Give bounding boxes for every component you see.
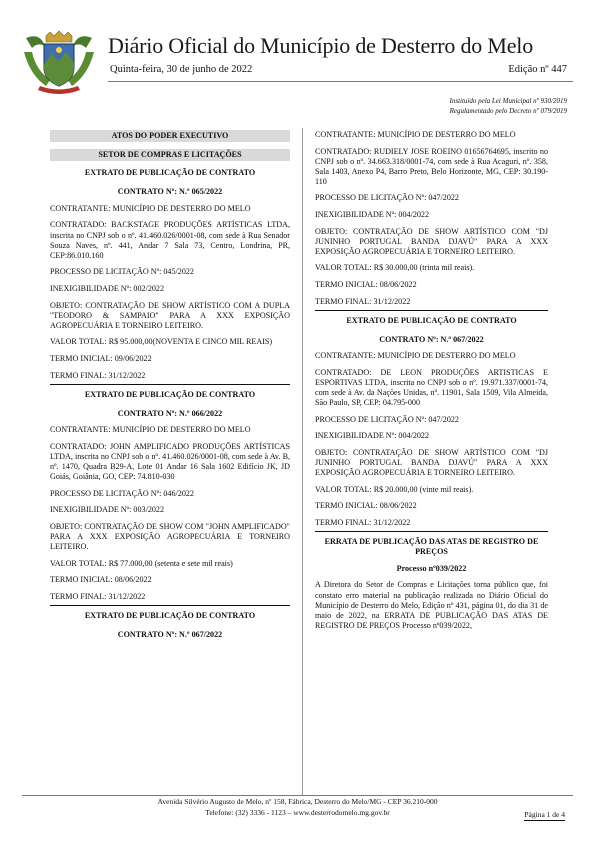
contract-objeto: OBJETO: CONTRATAÇÃO DE SHOW ARTÍSTICO COM "DJ JUNINHO PORTUGAL BANDA DJAVÚ" PARA A XXX EXPOSIÇÃO AGROPECUÁRIA E TORNEIRO LEITEIRO. xyxy=(315,448,548,478)
edition-number: Edição nº 447 xyxy=(508,64,567,75)
contract-block-066 xyxy=(50,384,290,602)
municipal-coat-of-arms xyxy=(20,30,98,100)
contract-number: CONTRATO Nº: N.º 067/2022 xyxy=(117,630,223,640)
contract-number: CONTRATO Nº: N.º 066/2022 xyxy=(117,408,223,418)
contract-valor: VALOR TOTAL: R$ 77.000,00 (setenta e sete mil reais) xyxy=(50,558,233,568)
contract-block-067-b xyxy=(315,310,548,528)
regulation-decree: Regulamentado pelo Decreto nº 079/2019 xyxy=(449,107,567,115)
contract-termo-inicial: TERMO INICIAL: 08/06/2022 xyxy=(315,501,417,511)
section-heading-executive: ATOS DO PODER EXECUTIVO xyxy=(50,130,290,142)
errata-processo: Processo nº039/2022 xyxy=(396,563,467,573)
section-heading-purchasing: SETOR DE COMPRAS E LICITAÇÕES xyxy=(50,149,290,161)
contract-processo: PROCESSO DE LICITAÇÃO Nº: 047/2022 xyxy=(315,193,459,203)
contract-termo-final: TERMO FINAL: 31/12/2022 xyxy=(315,296,411,306)
errata-block xyxy=(315,531,548,631)
contract-contratante: CONTRATANTE: MUNICÍPIO DE DESTERRO DO MELO xyxy=(50,203,251,213)
contract-heading: EXTRATO DE PUBLICAÇÃO DE CONTRATO xyxy=(84,168,256,178)
contract-objeto: OBJETO: CONTRATAÇÃO DE SHOW ARTÍSTICO COM A DUPLA "TEODORO & SAMPAIO" PARA A XXX EXPOSIÇÃO AGROPECUÁRIA E TORNEIRO LEITEIRO. xyxy=(50,300,290,330)
left-column xyxy=(50,130,290,647)
contract-block-067-start xyxy=(50,605,290,640)
contract-termo-final: TERMO FINAL: 31/12/2022 xyxy=(50,370,146,380)
contract-contratante: CONTRATANTE: MUNICÍPIO DE DESTERRO DO MELO xyxy=(315,130,516,139)
contract-contratado: CONTRATADO: RUDIELY JOSE ROEINO 01656764695, inscrito no CNPJ sob o nº. 34.663.318/0001-74, com sede à Rua Acaguri, nº. 358, Sala 1403, Anexo P4, Barro Preto, Belo Horizonte, MG, CEP: 30.190-110 xyxy=(315,146,548,186)
contract-number: CONTRATO Nº: N.º 067/2022 xyxy=(379,334,484,344)
contract-processo: PROCESSO DE LICITAÇÃO Nº: 047/2022 xyxy=(315,414,459,424)
contract-termo-final: TERMO FINAL: 31/12/2022 xyxy=(315,518,411,528)
contract-valor: VALOR TOTAL: R$ 95.000,00(NOVENTA E CINCO MIL REAIS) xyxy=(50,337,273,347)
contract-objeto: OBJETO: CONTRATAÇÃO DE SHOW ARTÍSTICO COM "DJ JUNINHO PORTUGAL BANDA DJAVÚ" PARA A XXX EXPOSIÇÃO AGROPECUÁRIA E TORNEIRO LEITEIRO. xyxy=(315,226,548,256)
errata-body: A Diretora do Setor de Compras e Licitações torna público que, foi constato erro material na publicação realizada no Diário Oficial do Município de Desterro do Melo, Edição nº 431, página 01, do dia 31 de maio de 2022, na ERRATA DE PUBLICAÇÃO DAS ATAS DE REGISTRO DE PREÇOS Processo nº039/2022, xyxy=(315,580,548,630)
contract-termo-inicial: TERMO INICIAL: 08/06/2022 xyxy=(50,575,152,585)
footer-contact: Telefone: (32) 3336 - 1123 – www.desterrodomelo.mg.gov.br xyxy=(205,808,390,817)
contract-objeto: OBJETO: CONTRATAÇÃO DE SHOW COM "JOHN AMPLIFICADO" PARA A XXX EXPOSIÇÃO AGROPECUÁRIA E TORNEIRO LEITEIRO. xyxy=(50,521,290,552)
header-rule xyxy=(108,81,573,82)
contract-inexigibilidade: INEXIGIBILIDADE Nº: 004/2022 xyxy=(315,210,430,220)
footer-address: Avenida Silvério Augusto de Melo, nº 158, Fábrica, Desterro do Melo/MG - CEP 36.210-000 xyxy=(157,797,438,806)
newspaper-title: Diário Oficial do Município de Desterro do Melo xyxy=(108,33,533,58)
contract-contratante: CONTRATANTE: MUNICÍPIO DE DESTERRO DO MELO xyxy=(315,351,516,361)
errata-heading: ERRATA DE PUBLICAÇÃO DAS ATAS DE REGISTRO DE PREÇOS xyxy=(324,537,539,557)
contract-valor: VALOR TOTAL: R$ 20.000,00 (vinte mil reais). xyxy=(315,484,474,494)
right-column xyxy=(315,130,548,637)
contract-inexigibilidade: INEXIGIBILIDADE Nº: 002/2022 xyxy=(50,283,165,293)
contract-number: CONTRATO Nº: N.º 065/2022 xyxy=(117,187,223,197)
contract-contratado: CONTRATADO: JOHN AMPLIFICADO PRODUÇÕES ARTÍSTICAS LTDA, inscrita no CNPJ sob o nº. 41.460.026/0001-08, com sede à Av. B, nº. 1470, Quadra B29-A, Lote 01 Andar 16 Sala 1602 Edifício JK, JD Goiás, Goiânia, GO, CEP: 74.810-030 xyxy=(50,441,290,482)
contract-heading: EXTRATO DE PUBLICAÇÃO DE CONTRATO xyxy=(346,315,517,325)
contract-inexigibilidade: INEXIGIBILIDADE Nº: 004/2022 xyxy=(315,431,430,441)
contract-contratado: CONTRATADO: BACKSTAGE PRODUÇÕES ARTÍSTICAS LTDA, inscrita no CNPJ sob o nº. 41.460.026/0001-08, com sede à Rua Senador Souza Naves, nº. 441, Andar 7 Sala 73, Centro, Londrina, PR, CEP:86.010.160 xyxy=(50,220,290,260)
contract-inexigibilidade: INEXIGIBILIDADE Nº: 003/2022 xyxy=(50,505,165,515)
contract-termo-final: TERMO FINAL: 31/12/2022 xyxy=(50,591,146,601)
column-divider xyxy=(302,128,303,795)
issue-date: Quinta-feira, 30 de junho de 2022 xyxy=(110,64,253,75)
contract-processo: PROCESSO DE LICITAÇÃO Nº: 045/2022 xyxy=(50,267,194,277)
contract-valor: VALOR TOTAL: R$ 30.000,00 (trinta mil reais). xyxy=(315,263,475,273)
footer-rule xyxy=(22,795,573,796)
page-number: Página 1 de 4 xyxy=(524,810,565,819)
contract-heading: EXTRATO DE PUBLICAÇÃO DE CONTRATO xyxy=(84,611,256,620)
institution-law: Instituído pela Lei Municipal nº 930/2019 xyxy=(449,97,567,105)
contract-termo-inicial: TERMO INICIAL: 08/06/2022 xyxy=(315,280,417,290)
contract-processo: PROCESSO DE LICITAÇÃO Nº: 046/2022 xyxy=(50,488,194,498)
contract-termo-inicial: TERMO INICIAL: 09/06/2022 xyxy=(50,353,152,363)
contract-contratado: CONTRATADO: DE LEON PRODUÇÕES ARTISTICAS E ESPORTIVAS LTDA, inscrita no CNPJ sob o nº. 19.971.337/0001-74, com sede à Av. da Nações Unidas, nº. 11901, Sala 1509, Vila Almeida, São Paulo, SP, CEP: 04.795-000 xyxy=(315,368,548,408)
contract-contratante: CONTRATANTE: MUNICÍPIO DE DESTERRO DO MELO xyxy=(50,425,251,435)
contract-heading: EXTRATO DE PUBLICAÇÃO DE CONTRATO xyxy=(84,389,256,399)
